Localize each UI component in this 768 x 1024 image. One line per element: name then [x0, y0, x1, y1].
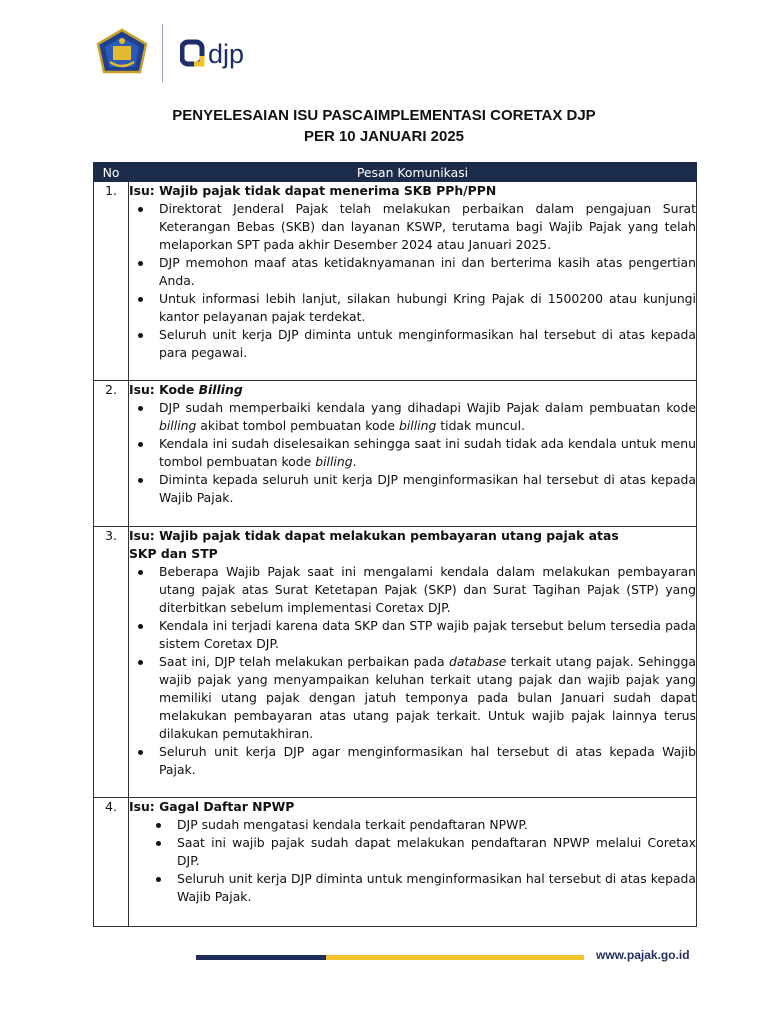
djp-logo-icon — [180, 36, 260, 70]
issue-title: Isu: Wajib pajak tidak dapat melakukan pembayaran utang pajak atas SKP dan STP — [129, 528, 619, 561]
header-message: Pesan Komunikasi — [129, 163, 697, 182]
header-divider — [162, 24, 163, 82]
list-item: Saat ini, DJP telah melakukan perbaikan pada database terkait utang pajak. Sehingga wajib pajak yang menyampaikan keluhan terkait utang pajak dan wajib pajak yang memiliki utang pajak dengan jatuh temponya pada bulan Januari sudah dapat melakukan pembayaran atas utang pajak terkait. Untuk wajib pajak lainnya terus dilakukan pemutakhiran. — [159, 654, 696, 741]
page-title — [0, 105, 768, 147]
header-logos — [96, 22, 296, 82]
bullet-list — [129, 563, 696, 779]
table-row — [94, 381, 697, 527]
row-number: 2. — [94, 381, 129, 527]
list-item: Diminta kepada seluruh unit kerja DJP menginformasikan hal tersebut di atas kepada Wajib Pajak. — [159, 472, 696, 505]
row-number: 4. — [94, 798, 129, 927]
list-item: DJP sudah mengatasi kendala terkait pendaftaran NPWP. — [177, 816, 696, 834]
issue-title: Isu: Kode Billing — [129, 382, 243, 397]
issue-table — [93, 162, 697, 927]
bullet-list — [129, 816, 696, 906]
list-item: DJP sudah memperbaiki kendala yang dihadapi Wajib Pajak dalam pembuatan kode billing akibat tombol pembuatan kode billing tidak muncul. — [159, 400, 696, 433]
title-line-1: PENYELESAIAN ISU PASCAIMPLEMENTASI CORETAX DJP — [172, 107, 596, 124]
issue-title: Isu: Gagal Daftar NPWP — [129, 799, 295, 814]
row-message — [129, 798, 697, 927]
issue-title: Isu: Wajib pajak tidak dapat menerima SKB PPh/PPN — [129, 183, 497, 198]
list-item: Kendala ini terjadi karena data SKP dan STP wajib pajak tersebut belum tersedia pada sistem Coretax DJP. — [159, 618, 696, 651]
table-row — [94, 527, 697, 798]
row-message — [129, 182, 697, 381]
ministry-emblem-icon — [96, 28, 148, 76]
list-item: Direktorat Jenderal Pajak telah melakukan perbaikan dalam pengajuan Surat Keterangan Bebas (SKB) dan layanan KSWP, terutama bagi Wajib Pajak yang telah melaporkan SPT pada akhir Desember 2024 atau Januari 2025. — [159, 201, 696, 252]
list-item: Seluruh unit kerja DJP diminta untuk menginformasikan hal tersebut di atas kepada para pegawai. — [159, 327, 696, 360]
row-message — [129, 381, 697, 527]
bullet-list — [129, 399, 696, 507]
list-item: Untuk informasi lebih lanjut, silakan hubungi Kring Pajak di 1500200 atau kunjungi kantor pelayanan pajak terdekat. — [159, 291, 696, 324]
list-item: Saat ini wajib pajak sudah dapat melakukan pendaftaran NPWP melalui Coretax DJP. — [177, 835, 696, 868]
table-row — [94, 182, 697, 381]
table-header-row — [94, 163, 697, 182]
list-item: DJP memohon maaf atas ketidaknyamanan ini dan berterima kasih atas pengertian Anda. — [159, 255, 696, 288]
row-number: 1. — [94, 182, 129, 381]
list-item: Beberapa Wajib Pajak saat ini mengalami kendala dalam melakukan pembayaran utang pajak atas Surat Ketetapan Pajak (SKP) dan Surat Tagihan Pajak (STP) yang diterbitkan sebelum implementasi Coretax DJP. — [159, 564, 696, 615]
row-message — [129, 527, 697, 798]
footer-bar-yellow — [326, 955, 584, 960]
table-row — [94, 798, 697, 927]
title-line-2: PER 10 JANUARI 2025 — [303, 128, 465, 145]
row-number: 3. — [94, 527, 129, 798]
bullet-list — [129, 200, 696, 362]
djp-logo-text: djp — [208, 39, 245, 69]
footer-bar-blue — [196, 955, 326, 960]
list-item: Seluruh unit kerja DJP agar menginformasikan hal tersebut di atas kepada Wajib Pajak. — [159, 744, 696, 777]
header-no: No — [94, 163, 129, 182]
list-item: Kendala ini sudah diselesaikan sehingga saat ini sudah tidak ada kendala untuk menu tombol pembuatan kode billing. — [159, 436, 696, 469]
list-item: Seluruh unit kerja DJP diminta untuk menginformasikan hal tersebut di atas kepada Wajib Pajak. — [177, 871, 696, 904]
footer-url: www.pajak.go.id — [596, 948, 690, 962]
